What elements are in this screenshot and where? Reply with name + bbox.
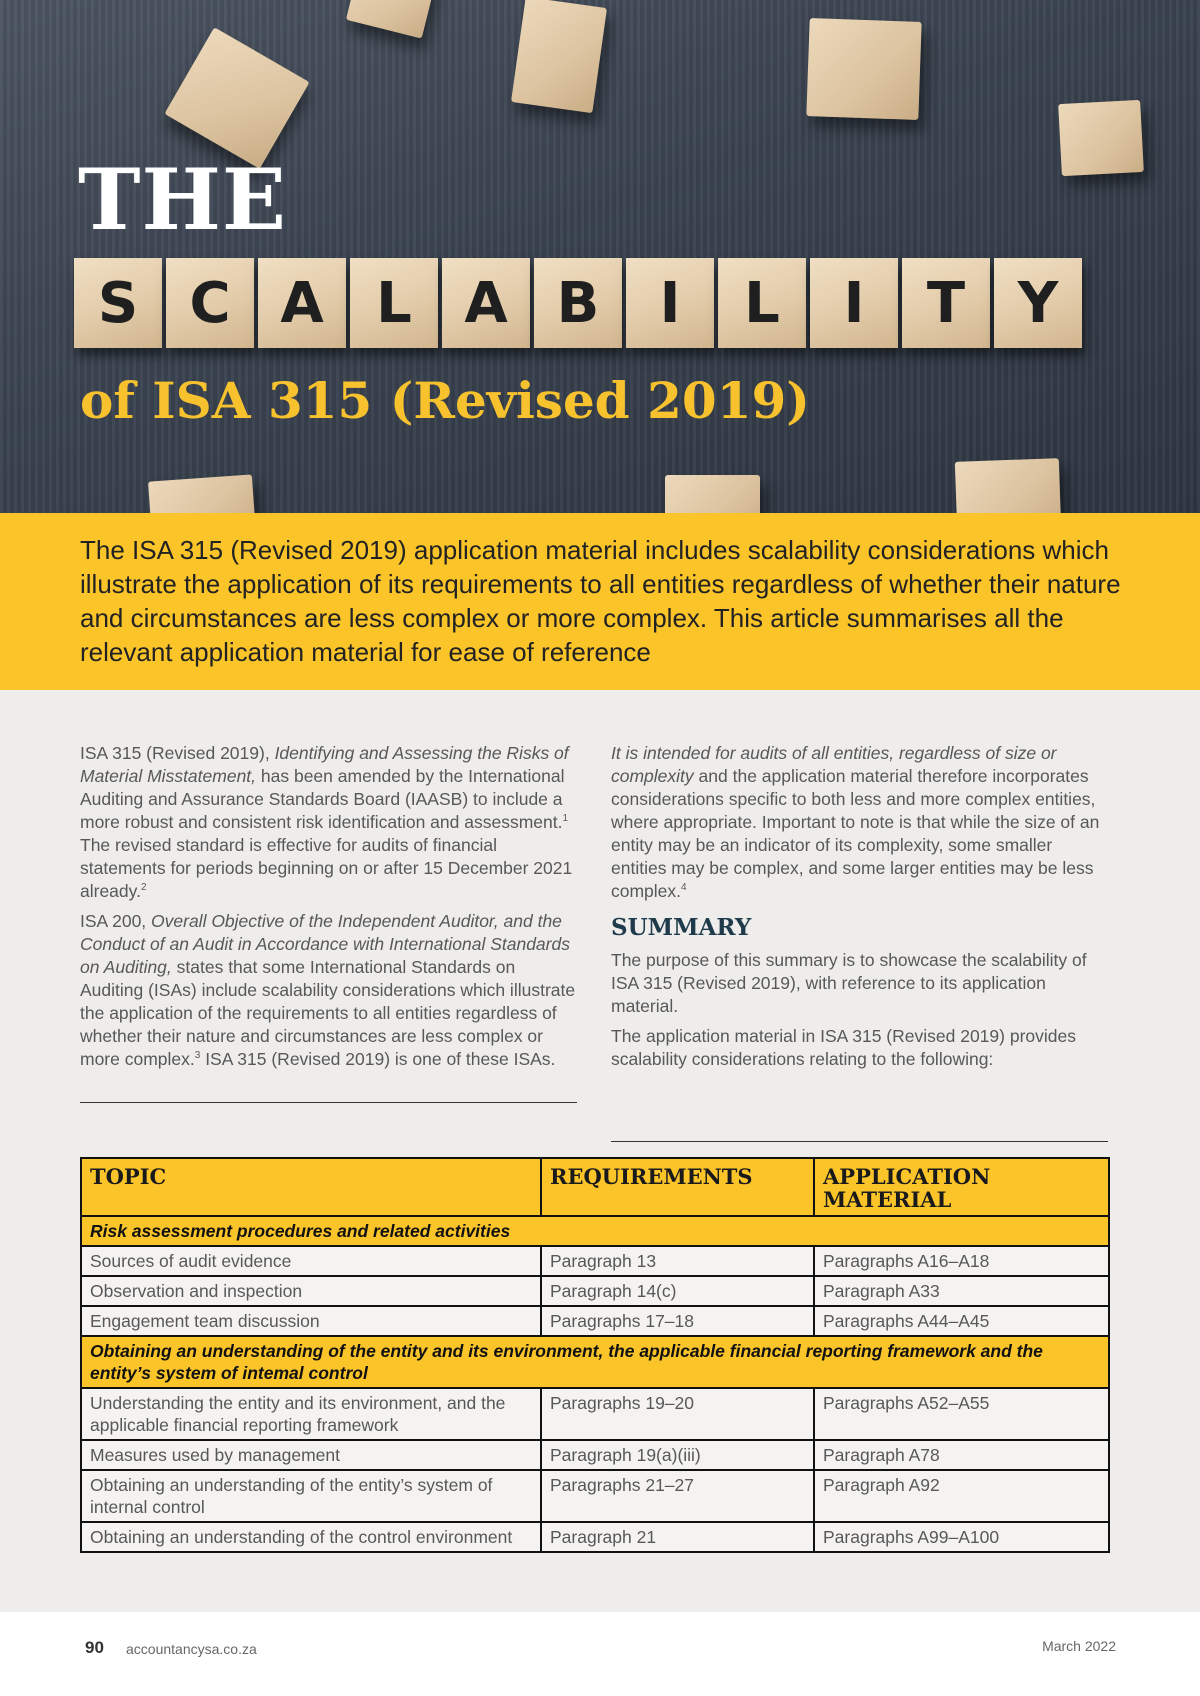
table-row (81, 1276, 1109, 1306)
letter-tile: S (74, 258, 162, 348)
wood-block-decor (806, 18, 921, 120)
hero-subtitle: of ISA 315 (Revised 2019) (80, 371, 810, 430)
cell-topic: Obtaining an understanding of the control environment (81, 1522, 541, 1552)
cell-topic: Measures used by management (81, 1440, 541, 1470)
intro-text: The ISA 315 (Revised 2019) application material includes scalability considerations which illustrate the application of its requirements to all entities regardless of whether their nature and circumstances are less complex or more complex. This article summarises all the relevant application material for ease of reference (80, 535, 1121, 667)
cell-application-material: Paragraphs A52–A55 (814, 1388, 1109, 1440)
page-footer (0, 1612, 1200, 1696)
table-row (81, 1388, 1109, 1440)
column-header-topic: TOPIC (81, 1158, 541, 1216)
column-divider-rule (80, 1102, 577, 1103)
table-row (81, 1306, 1109, 1336)
wood-block-decor (148, 474, 256, 513)
table-row (81, 1246, 1109, 1276)
site-url: accountancysa.co.za (126, 1641, 257, 1657)
column-header-requirements: REQUIREMENTS (541, 1158, 814, 1216)
wood-block-decor (955, 458, 1061, 513)
right-column (611, 742, 1111, 1078)
wood-block-decor (665, 475, 760, 513)
page-number: 90 (85, 1638, 104, 1657)
letter-tile: I (626, 258, 714, 348)
issue-date: March 2022 (1042, 1638, 1116, 1654)
cell-application-material: Paragraph A92 (814, 1470, 1109, 1522)
cell-topic: Observation and inspection (81, 1276, 541, 1306)
section-title: Risk assessment procedures and related activities (81, 1216, 1109, 1246)
footnote-ref: 4 (681, 882, 687, 894)
hero-banner (0, 0, 1200, 513)
cell-application-material: Paragraph A33 (814, 1276, 1109, 1306)
cell-requirements: Paragraph 19(a)(iii) (541, 1440, 814, 1470)
intro-band (0, 513, 1200, 690)
section-row (81, 1336, 1109, 1388)
cell-requirements: Paragraph 21 (541, 1522, 814, 1552)
cell-topic: Obtaining an understanding of the entity’s system of internal control (81, 1470, 541, 1522)
section-row (81, 1216, 1109, 1246)
cell-topic: Sources of audit evidence (81, 1246, 541, 1276)
cell-requirements: Paragraphs 21–27 (541, 1470, 814, 1522)
cell-requirements: Paragraphs 19–20 (541, 1388, 814, 1440)
wood-block-decor (511, 0, 607, 113)
footnote-ref: 3 (194, 1050, 201, 1062)
paragraph-application-material: The application material in ISA 315 (Revised 2019) provides scalability considerations relating to the following: (611, 1026, 1076, 1069)
section-title: Obtaining an understanding of the entity and its environment, the applicable financial reporting framework and the entity’s system of intemal control (81, 1336, 1109, 1388)
table-row (81, 1440, 1109, 1470)
paragraph-purpose: The purpose of this summary is to showcase the scalability of ISA 315 (Revised 2019), with reference to its application material. (611, 950, 1087, 1016)
letter-tile: L (350, 258, 438, 348)
letter-tile: Y (994, 258, 1082, 348)
footnote-ref: 1 (562, 813, 569, 825)
paragraph-isa200: ISA 200, Overall Objective of the Independent Auditor, and the Conduct of an Audit in Accordance with International Standards on Auditing, states that some International Standards on Auditing (ISAs) include scalability considerations which illustrate the application of the requirements to all entities regardless of whether their nature and circumstances are less complex or more complex.$^3$ ISA 315 (Revised 2019) is one of these ISAs. (80, 911, 576, 1069)
letter-tile: L (718, 258, 806, 348)
cell-application-material: Paragraphs A16–A18 (814, 1246, 1109, 1276)
column-divider-rule (611, 1141, 1108, 1142)
cell-requirements: Paragraph 13 (541, 1246, 814, 1276)
paragraph-isa315: ISA 315 (Revised 2019), Identifying and Assessing the Risks of Material Misstatement, has been amended by the International Auditing and Assurance Standards Board (IAASB) to include a more robust and consistent risk identification and assessment.$^1$ The revised standard is effective for audits of financial statements for periods beginning on or after 15 December 2021 already.$^2$ (80, 743, 573, 901)
cell-topic: Engagement team discussion (81, 1306, 541, 1336)
table-header-row (81, 1158, 1109, 1216)
table-row (81, 1522, 1109, 1552)
letter-tile: A (258, 258, 346, 348)
cell-application-material: Paragraphs A99–A100 (814, 1522, 1109, 1552)
letter-tile: B (534, 258, 622, 348)
cell-requirements: Paragraph 14(c) (541, 1276, 814, 1306)
summary-heading: SUMMARY (611, 914, 752, 941)
cell-topic: Understanding the entity and its environment, and the applicable financial reporting framework (81, 1388, 541, 1440)
scalability-letter-tiles (74, 258, 1086, 348)
footnote-ref: 2 (140, 882, 147, 894)
letter-tile: C (166, 258, 254, 348)
letter-tile: A (442, 258, 530, 348)
hero-title-the: THE (78, 150, 287, 249)
wood-block-decor (346, 0, 436, 39)
column-header-application-material: APPLICATION MATERIAL (814, 1158, 1109, 1216)
cell-application-material: Paragraphs A44–A45 (814, 1306, 1109, 1336)
wood-block-decor (1058, 100, 1144, 176)
cell-requirements: Paragraphs 17–18 (541, 1306, 814, 1336)
letter-tile: I (810, 258, 898, 348)
wood-block-decor (164, 27, 309, 169)
cell-application-material: Paragraph A78 (814, 1440, 1109, 1470)
left-column (80, 742, 576, 1078)
table-row (81, 1470, 1109, 1522)
scalability-table (80, 1157, 1110, 1553)
paragraph-intended: It is intended for audits of all entities, regardless of size or complexity and the application material therefore incorporates considerations specific to both less and more complex entities, where appropriate. Important to note is that while the size of an entity may be an indicator of its complexity, some smaller entities may be complex, and some larger entities may be less complex.$^4$ (611, 743, 1100, 901)
letter-tile: T (902, 258, 990, 348)
